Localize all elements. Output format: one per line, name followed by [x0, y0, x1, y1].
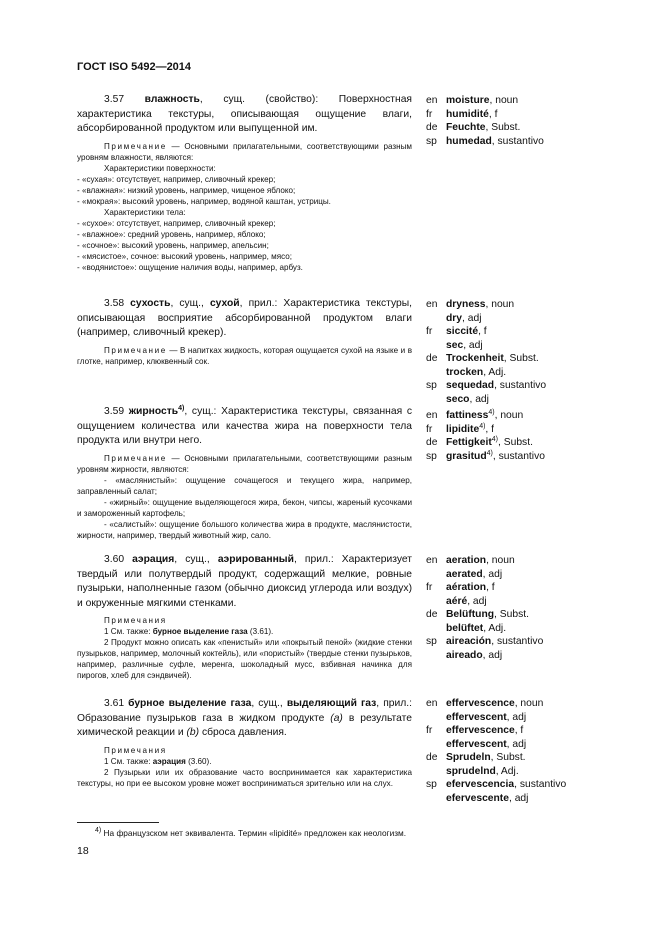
note-line [77, 345, 412, 367]
translation-row [426, 121, 626, 135]
text-run: 3.58 [104, 298, 131, 309]
term: аэрация [132, 554, 175, 565]
language-code: fr [426, 423, 433, 435]
language-code: de [426, 353, 438, 364]
term: aéré [446, 595, 468, 607]
page-number: 18 [77, 845, 89, 857]
term: аэрация [152, 756, 186, 766]
term: жирность [128, 406, 179, 417]
language-code: en [426, 698, 438, 709]
text-run: - «водянистое»: ощущение наличия воды, например, арбуз. [77, 262, 303, 272]
text-run: , noun [485, 299, 515, 310]
term: fattiness [446, 410, 489, 421]
translation-term [426, 649, 626, 663]
text-run: , f [514, 725, 524, 736]
term: сухость [130, 298, 171, 309]
translation-row [426, 312, 626, 326]
text-run: , adj [482, 568, 503, 580]
translation-row [426, 423, 626, 437]
translation-term [446, 778, 626, 792]
term: belüftet [446, 622, 484, 634]
note-line [77, 229, 412, 240]
note-line [77, 240, 412, 251]
translation-row [426, 778, 626, 792]
term: бурное выделение газа [152, 627, 248, 636]
translation-term [446, 108, 626, 122]
translation-term [426, 792, 626, 806]
text-run: , сущ.: Характеристика текстуры, связанная с ощущением количества или качества жира на поверхности тела продукта или внутри него. [77, 406, 412, 446]
translation-row [426, 409, 626, 423]
translation-row [426, 622, 626, 636]
term: effervescent [446, 738, 507, 750]
note-line [77, 251, 412, 262]
translation-row [426, 450, 626, 464]
note-line [77, 626, 412, 637]
footnote [95, 828, 406, 838]
term: siccité [446, 326, 479, 337]
note-line [77, 163, 412, 174]
term-translations-3-60 [426, 554, 626, 662]
translation-row [426, 751, 626, 765]
translation-term [426, 711, 626, 725]
note-line [77, 207, 412, 218]
footnote-ref: 4) [488, 409, 495, 416]
text-run: , adj [467, 595, 487, 607]
note-line [77, 745, 412, 756]
note-line [77, 615, 412, 626]
text-run: , noun [494, 410, 524, 421]
term-translations-3-58 [426, 298, 626, 406]
term: humedad [446, 135, 492, 147]
text-run: - «мокрая»: высокий уровень, например, водяной каштан, устрицы. [77, 196, 331, 206]
text-run: , Subst. [498, 437, 533, 448]
term: выделяющий газ [286, 698, 377, 709]
text-run: , noun [514, 698, 544, 709]
text-run: , Subst. [494, 609, 529, 620]
language-code: sp [426, 380, 437, 391]
footnote-ref: 4) [491, 436, 499, 443]
translation-term [426, 622, 626, 636]
term: effervescence [446, 725, 515, 736]
footnote-separator [77, 822, 159, 823]
translation-row [426, 298, 626, 312]
term: аэрированный [217, 554, 294, 565]
language-code: de [426, 122, 438, 133]
text-run: - «салистый»: ощущение большого количества жира в продукте, маслянистости, жирности, например, твердый животный жир, сало. [77, 519, 412, 540]
term: efervescencia [446, 779, 515, 790]
text-run: , sustantivo [494, 380, 547, 391]
term: aerated [446, 568, 483, 580]
text-run: , noun [486, 555, 515, 566]
text-run: - «сухая»: отсутствует, например, сливочный крекер; [77, 174, 276, 184]
translation-term [446, 581, 626, 595]
note-line [77, 141, 412, 163]
term-definition-3-60 [77, 553, 412, 681]
text-run: , sustantivo [491, 636, 544, 647]
note-label: Примечание [104, 345, 167, 355]
text-run: , f [488, 108, 498, 120]
text-run: Характеристики поверхности: [104, 163, 216, 173]
term: lipidite [446, 423, 480, 435]
term: сухой [209, 298, 240, 309]
translation-term [446, 608, 626, 622]
translation-term [446, 751, 626, 765]
text-run: , сущ., [251, 698, 287, 709]
translation-term [426, 738, 626, 752]
term: aeration [446, 555, 487, 566]
text-run: (3.61). [247, 627, 274, 636]
text-run: , Adj. [483, 366, 507, 378]
translation-term [446, 554, 626, 568]
term: aireado [446, 649, 483, 661]
text-run: Характеристики тела: [104, 207, 186, 217]
note-line [77, 756, 412, 767]
term: effervescent [446, 711, 507, 723]
text-run: , f [485, 423, 495, 435]
translation-row [426, 94, 626, 108]
translation-term [446, 724, 626, 738]
text-run: — Основными прилагательными, соответствующими разным уровням жирности, являются: [77, 453, 412, 474]
definition-text [77, 697, 412, 741]
text-run: , adj [469, 393, 489, 405]
note-line [77, 637, 412, 681]
term: aireación [446, 636, 492, 647]
translation-term [446, 325, 626, 339]
language-code: en [426, 95, 438, 106]
italic-run: (a) [330, 712, 343, 724]
footnote-ref: 4) [178, 405, 185, 412]
translation-row [426, 608, 626, 622]
text-run: , сущ. (свойство): Поверхностная характеристика текстуры, описывающая ощущение влаги, абсорбированной продуктом или выпущенной им. [77, 94, 412, 134]
translation-row [426, 635, 626, 649]
text-run: , noun [489, 95, 519, 106]
translation-term [426, 393, 626, 407]
translation-row [426, 393, 626, 407]
text-run: , сущ., [174, 554, 218, 565]
translation-term [426, 366, 626, 380]
text-run: - «мясистое», сочное: высокий уровень, например, мясо; [77, 251, 292, 261]
note-line [77, 185, 412, 196]
text-run: - «жирный»: ощущение выделяющегося жира, бекон, чипсы, жареный кусочками и замороженный картофель; [77, 497, 412, 518]
translation-row [426, 554, 626, 568]
translation-term [426, 765, 626, 779]
text-run: — В напитках жидкость, которая ощущается сухой на языке и в глотке, например, клюквенный сок. [77, 345, 412, 366]
translation-term [426, 568, 626, 582]
term: влажность [144, 94, 200, 105]
language-code: de [426, 437, 438, 448]
text-run: , прил.: Образование пузырьков газа в жидком продукте [77, 698, 413, 724]
text-run: 3.59 [104, 406, 129, 417]
text-run: сброса давления. [199, 727, 287, 738]
text-run: , adj [506, 738, 527, 750]
term: Trockenheit [446, 353, 504, 364]
term: dry [446, 312, 463, 324]
translation-term [426, 595, 626, 609]
term: Fettigkeit [446, 437, 492, 448]
text-run: 2 Продукт можно описать как «пенистый» или «покрытый пеной» (жидкие стенки пузырьков, например, молочный коктейль), или «пористый» (твердые стенки пузырьков, например, различные суфле, меренга, шоколадный мусс, взбивная начинка для пирогов, хлеб для сэндвичей). [77, 638, 412, 680]
footnote-text: На французском нет эквивалента. Термин «lipidité» предложен как неологизм. [101, 828, 407, 838]
text-run: 3.61 [104, 698, 129, 709]
translation-row [426, 595, 626, 609]
note-line [77, 218, 412, 229]
language-code: fr [426, 108, 433, 120]
translation-term [446, 121, 626, 135]
translation-term [446, 352, 626, 366]
translation-term [446, 635, 626, 649]
note-label: Примечания [104, 745, 167, 755]
term-definition-3-57 [77, 93, 412, 273]
language-code: sp [426, 779, 437, 790]
language-code: de [426, 609, 438, 620]
term: efervescente [446, 792, 509, 804]
text-run: - «маслянистый»: ощущение сочащегося и текущего жира, например, заправленный салат; [77, 475, 412, 496]
term: бурное выделение газа [128, 698, 252, 709]
note-label: Примечания [104, 616, 167, 625]
translation-row [426, 108, 626, 122]
term: trocken [446, 366, 484, 378]
definition-text [77, 405, 412, 449]
term: effervescence [446, 698, 515, 709]
language-code: fr [426, 582, 433, 593]
text-run: 1 См. также: [104, 627, 153, 636]
definition-text [77, 297, 412, 341]
text-run: 3.60 [104, 554, 133, 565]
term: Sprudeln [446, 752, 491, 763]
translation-row [426, 379, 626, 393]
note-line [77, 174, 412, 185]
translation-row [426, 436, 626, 450]
translation-row [426, 325, 626, 339]
translation-row [426, 581, 626, 595]
footnote-ref: 4) [479, 422, 486, 430]
language-code: sp [426, 135, 437, 147]
term: seco [446, 393, 470, 405]
language-code: en [426, 555, 438, 566]
term-translations-3-57 [426, 94, 626, 148]
language-code: sp [426, 636, 437, 647]
term: sec [446, 339, 464, 351]
translation-term [426, 339, 626, 353]
text-run: , Adj. [495, 765, 519, 777]
text-run: (3.60). [185, 756, 212, 766]
text-run: , sustantivo [514, 779, 567, 790]
translation-term [446, 94, 626, 108]
translation-term [446, 135, 626, 149]
translation-row [426, 738, 626, 752]
note-line [77, 519, 412, 541]
note-label: Примечание [104, 141, 167, 151]
language-code: de [426, 752, 438, 763]
note-line [77, 475, 412, 497]
term-translations-3-59 [426, 409, 626, 463]
text-run: , adj [462, 312, 482, 324]
translation-row [426, 339, 626, 353]
term: Belüftung [446, 609, 495, 620]
language-code: fr [426, 326, 433, 337]
translation-term [446, 697, 626, 711]
term-definition-3-58 [77, 297, 412, 367]
term: sequedad [446, 380, 495, 391]
text-run: 1 См. также: [104, 756, 153, 766]
translation-row [426, 352, 626, 366]
translation-row [426, 649, 626, 663]
term: humidité [446, 108, 489, 120]
text-run: , Adj. [483, 622, 507, 634]
term-definition-3-59 [77, 405, 412, 541]
text-run: , sustantivo [492, 450, 545, 462]
language-code: en [426, 410, 438, 421]
text-run: , f [486, 582, 495, 593]
translation-term [446, 409, 626, 423]
translation-term [446, 379, 626, 393]
term-translations-3-61 [426, 697, 626, 805]
translation-row [426, 792, 626, 806]
translation-term [446, 423, 626, 437]
text-run: - «сочное»: высокий уровень, например, апельсин; [77, 240, 269, 250]
footnote-ref: 4) [486, 449, 493, 457]
term-definition-3-61 [77, 697, 412, 789]
term: dryness [446, 299, 486, 310]
language-code: en [426, 299, 438, 310]
note-line [77, 767, 412, 789]
translation-term [426, 312, 626, 326]
translation-row [426, 711, 626, 725]
text-run: , Subst. [490, 752, 526, 763]
term: aération [446, 582, 487, 593]
term: grasitud [446, 450, 487, 462]
text-run: - «влажное»: средний уровень, например, яблоко; [77, 229, 266, 239]
note-line [77, 497, 412, 519]
footnote-mark: 4) [95, 827, 102, 834]
translation-row [426, 765, 626, 779]
text-run: , adj [508, 792, 529, 804]
text-run: , f [478, 326, 487, 337]
italic-run: (b) [186, 727, 200, 738]
note-line [77, 196, 412, 207]
page-header: ГОСТ ISO 5492—2014 [77, 61, 192, 73]
term: sprudelnd [446, 765, 496, 777]
language-code: sp [426, 450, 437, 462]
text-run: , прил.: Характеризует твердый или полутвердый продукт, содержащий мелкие, ровные пузырьки, наполненные газом (обычно диоксид углерода или воздух) и окруженные мягкими стенками. [77, 554, 412, 609]
translation-row [426, 697, 626, 711]
translation-row [426, 366, 626, 380]
text-run: , Subst. [485, 122, 521, 133]
translation-row [426, 724, 626, 738]
term: moisture [446, 95, 490, 106]
text-run: , sustantivo [491, 135, 544, 147]
text-run: , прил.: Характеристика текстуры, описывающая восприятие абсорбированной продуктом влаги (например, сливочный крекер). [77, 298, 412, 338]
text-run: , adj [506, 711, 527, 723]
text-run: — Основными прилагательными, соответствующими разным уровням влажности, являются: [77, 141, 412, 162]
translation-term [446, 298, 626, 312]
note-line [77, 262, 412, 273]
note-line [77, 453, 412, 475]
text-run: , Subst. [503, 353, 539, 364]
translation-row [426, 135, 626, 149]
text-run: - «сухое»: отсутствует, например, сливочный крекер; [77, 218, 276, 228]
text-run: 2 Пузырьки или их образование часто воспринимается как характеристика текстуры, но при ее высоком уровне может восприниматься зрительно или на слух. [77, 767, 412, 788]
definition-text [77, 553, 412, 611]
translation-term [446, 450, 626, 464]
note-label: Примечание [104, 453, 167, 463]
text-run: в результате химической реакции и [77, 712, 412, 738]
translation-row [426, 568, 626, 582]
text-run: , adj [482, 649, 503, 661]
translation-term [446, 436, 626, 450]
text-run: 3.57 [104, 94, 145, 105]
definition-text [77, 93, 412, 137]
language-code: fr [426, 725, 433, 736]
text-run: , сущ., [170, 298, 210, 309]
term: Feuchte [446, 122, 486, 133]
text-run: , adj [463, 339, 483, 351]
text-run: - «влажная»: низкий уровень, например, чищеное яблоко; [77, 185, 296, 195]
